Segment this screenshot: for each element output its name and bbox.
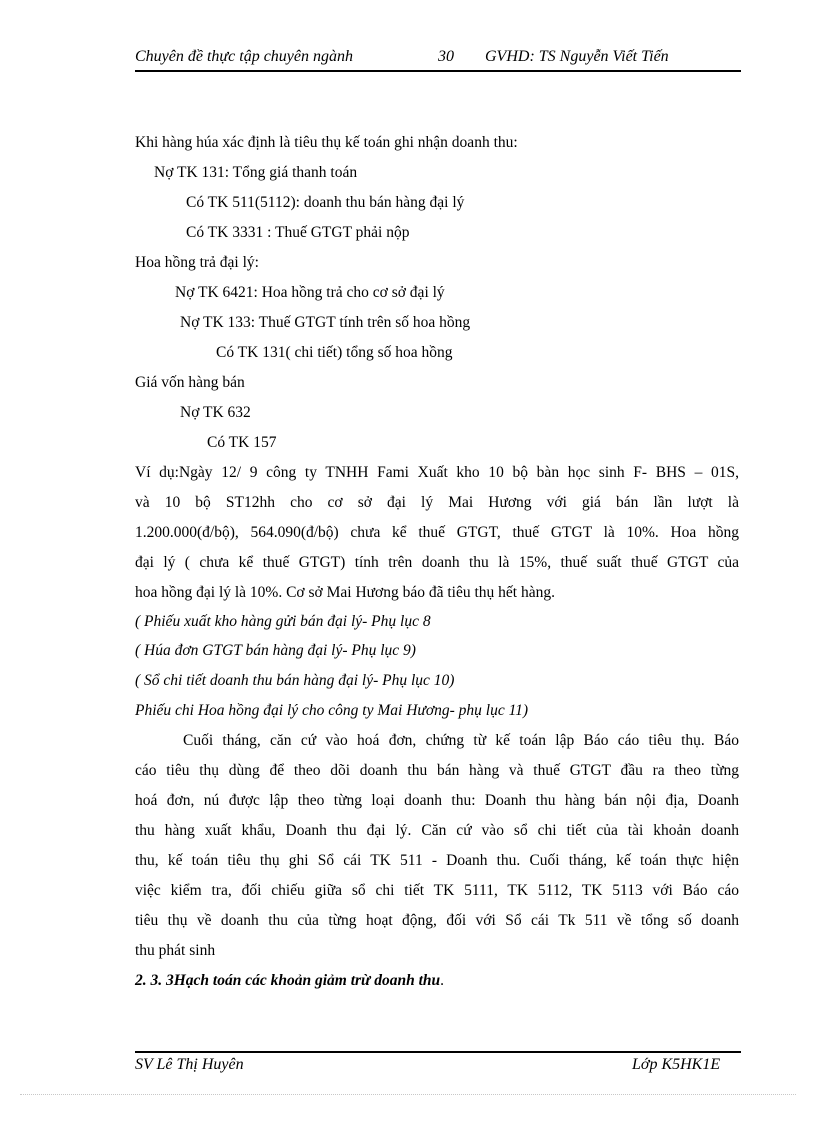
reference-line: Phiếu chi Hoa hồng đại lý cho công ty Mai Hương- phụ lục 11): [135, 702, 529, 719]
paragraph-line: hoá đơn, nú được lập theo từng loại doanh thu: Doanh thu hàng bán nội địa, Doanh: [135, 792, 739, 809]
reference-line: ( Sổ chi tiết doanh thu bán hàng đại lý- Phụ lục 10): [135, 672, 455, 689]
reference-line: ( Phiếu xuất kho hàng gửi bán đại lý- Phụ lục 8: [135, 613, 431, 630]
footer-rule: [135, 1051, 741, 1053]
header-rule: [135, 70, 741, 72]
paragraph-line: thu hàng xuất khẩu, Doanh thu đại lý. Căn cứ vào sổ chi tiết của tài khoản doanh: [135, 822, 739, 839]
paragraph-line: Cuối tháng, căn cứ vào hoá đơn, chứng từ kế toán lập Báo cáo tiêu thụ. Báo: [183, 732, 739, 749]
text-line: Có TK 131( chi tiết) tổng số hoa hồng: [216, 344, 453, 361]
text-line: Có TK 157: [207, 434, 277, 451]
section-heading: [135, 971, 444, 991]
text-line: Nợ TK 6421: Hoa hồng trả cho cơ sở đại lý: [175, 284, 445, 301]
page-bottom-border: [20, 1094, 796, 1095]
footer-student: SV Lê Thị Huyên: [135, 1056, 244, 1073]
text-line: Có TK 3331 : Thuế GTGT phải nộp: [186, 224, 410, 241]
text-line: Khi hàng húa xác định là tiêu thụ kế toán ghi nhận doanh thu:: [135, 134, 518, 151]
paragraph-line: hoa hồng đại lý là 10%. Cơ sở Mai Hương báo đã tiêu thụ hết hàng.: [135, 584, 555, 601]
text-line: Nợ TK 133: Thuế GTGT tính trên số hoa hồng: [180, 314, 471, 331]
paragraph-line: và 10 bộ ST12hh cho cơ sở đại lý Mai Hương với giá bán lần lượt là: [135, 494, 739, 511]
text-line: Có TK 511(5112): doanh thu bán hàng đại lý: [186, 194, 465, 211]
paragraph-line: thu phát sinh: [135, 942, 216, 959]
section-heading-period: .: [440, 972, 445, 989]
paragraph-line: việc kiểm tra, đối chiếu giữa sổ chi tiết TK 5111, TK 5112, TK 5113 với Báo cáo: [135, 882, 739, 899]
paragraph-line: đại lý ( chưa kể thuế GTGT) tính trên doanh thu là 15%, thuế suất thuế GTGT của: [135, 554, 739, 571]
header-title: Chuyên đề thực tập chuyên ngành: [135, 48, 353, 65]
section-heading-text: 2. 3. 3Hạch toán các khoản giảm trừ doanh thu: [135, 972, 441, 989]
paragraph-line: cáo tiêu thụ dùng để theo dõi doanh thu bán hàng và thuế GTGT đầu ra theo từng: [135, 762, 739, 779]
reference-line: ( Húa đơn GTGT bán hàng đại lý- Phụ lục 9): [135, 642, 416, 659]
paragraph-line: Ví dụ:Ngày 12/ 9 công ty TNHH Fami Xuất kho 10 bộ bàn học sinh F- BHS – 01S,: [135, 464, 739, 481]
paragraph-line: thu, kế toán tiêu thụ ghi Sổ cái TK 511 - Doanh thu. Cuối tháng, kế toán thực hiện: [135, 852, 739, 869]
paragraph-line: 1.200.000(đ/bộ), 564.090(đ/bộ) chưa kể thuế GTGT, thuế GTGT là 10%. Hoa hồng: [135, 524, 739, 541]
text-line: Nợ TK 131: Tổng giá thanh toán: [154, 164, 358, 181]
header-supervisor: GVHD: TS Nguyễn Viết Tiến: [485, 48, 669, 65]
page-header: [135, 48, 740, 70]
footer-class: Lớp K5HK1E: [632, 1056, 721, 1073]
text-line: Giá vốn hàng bán: [135, 374, 245, 391]
text-line: Hoa hồng trả đại lý:: [135, 254, 259, 271]
page-number: 30: [438, 48, 454, 65]
paragraph-line: tiêu thụ về doanh thu của từng hoạt động, đối với Sổ cái Tk 511 về tổng số doanh: [135, 912, 739, 929]
text-line: Nợ TK 632: [180, 404, 251, 421]
